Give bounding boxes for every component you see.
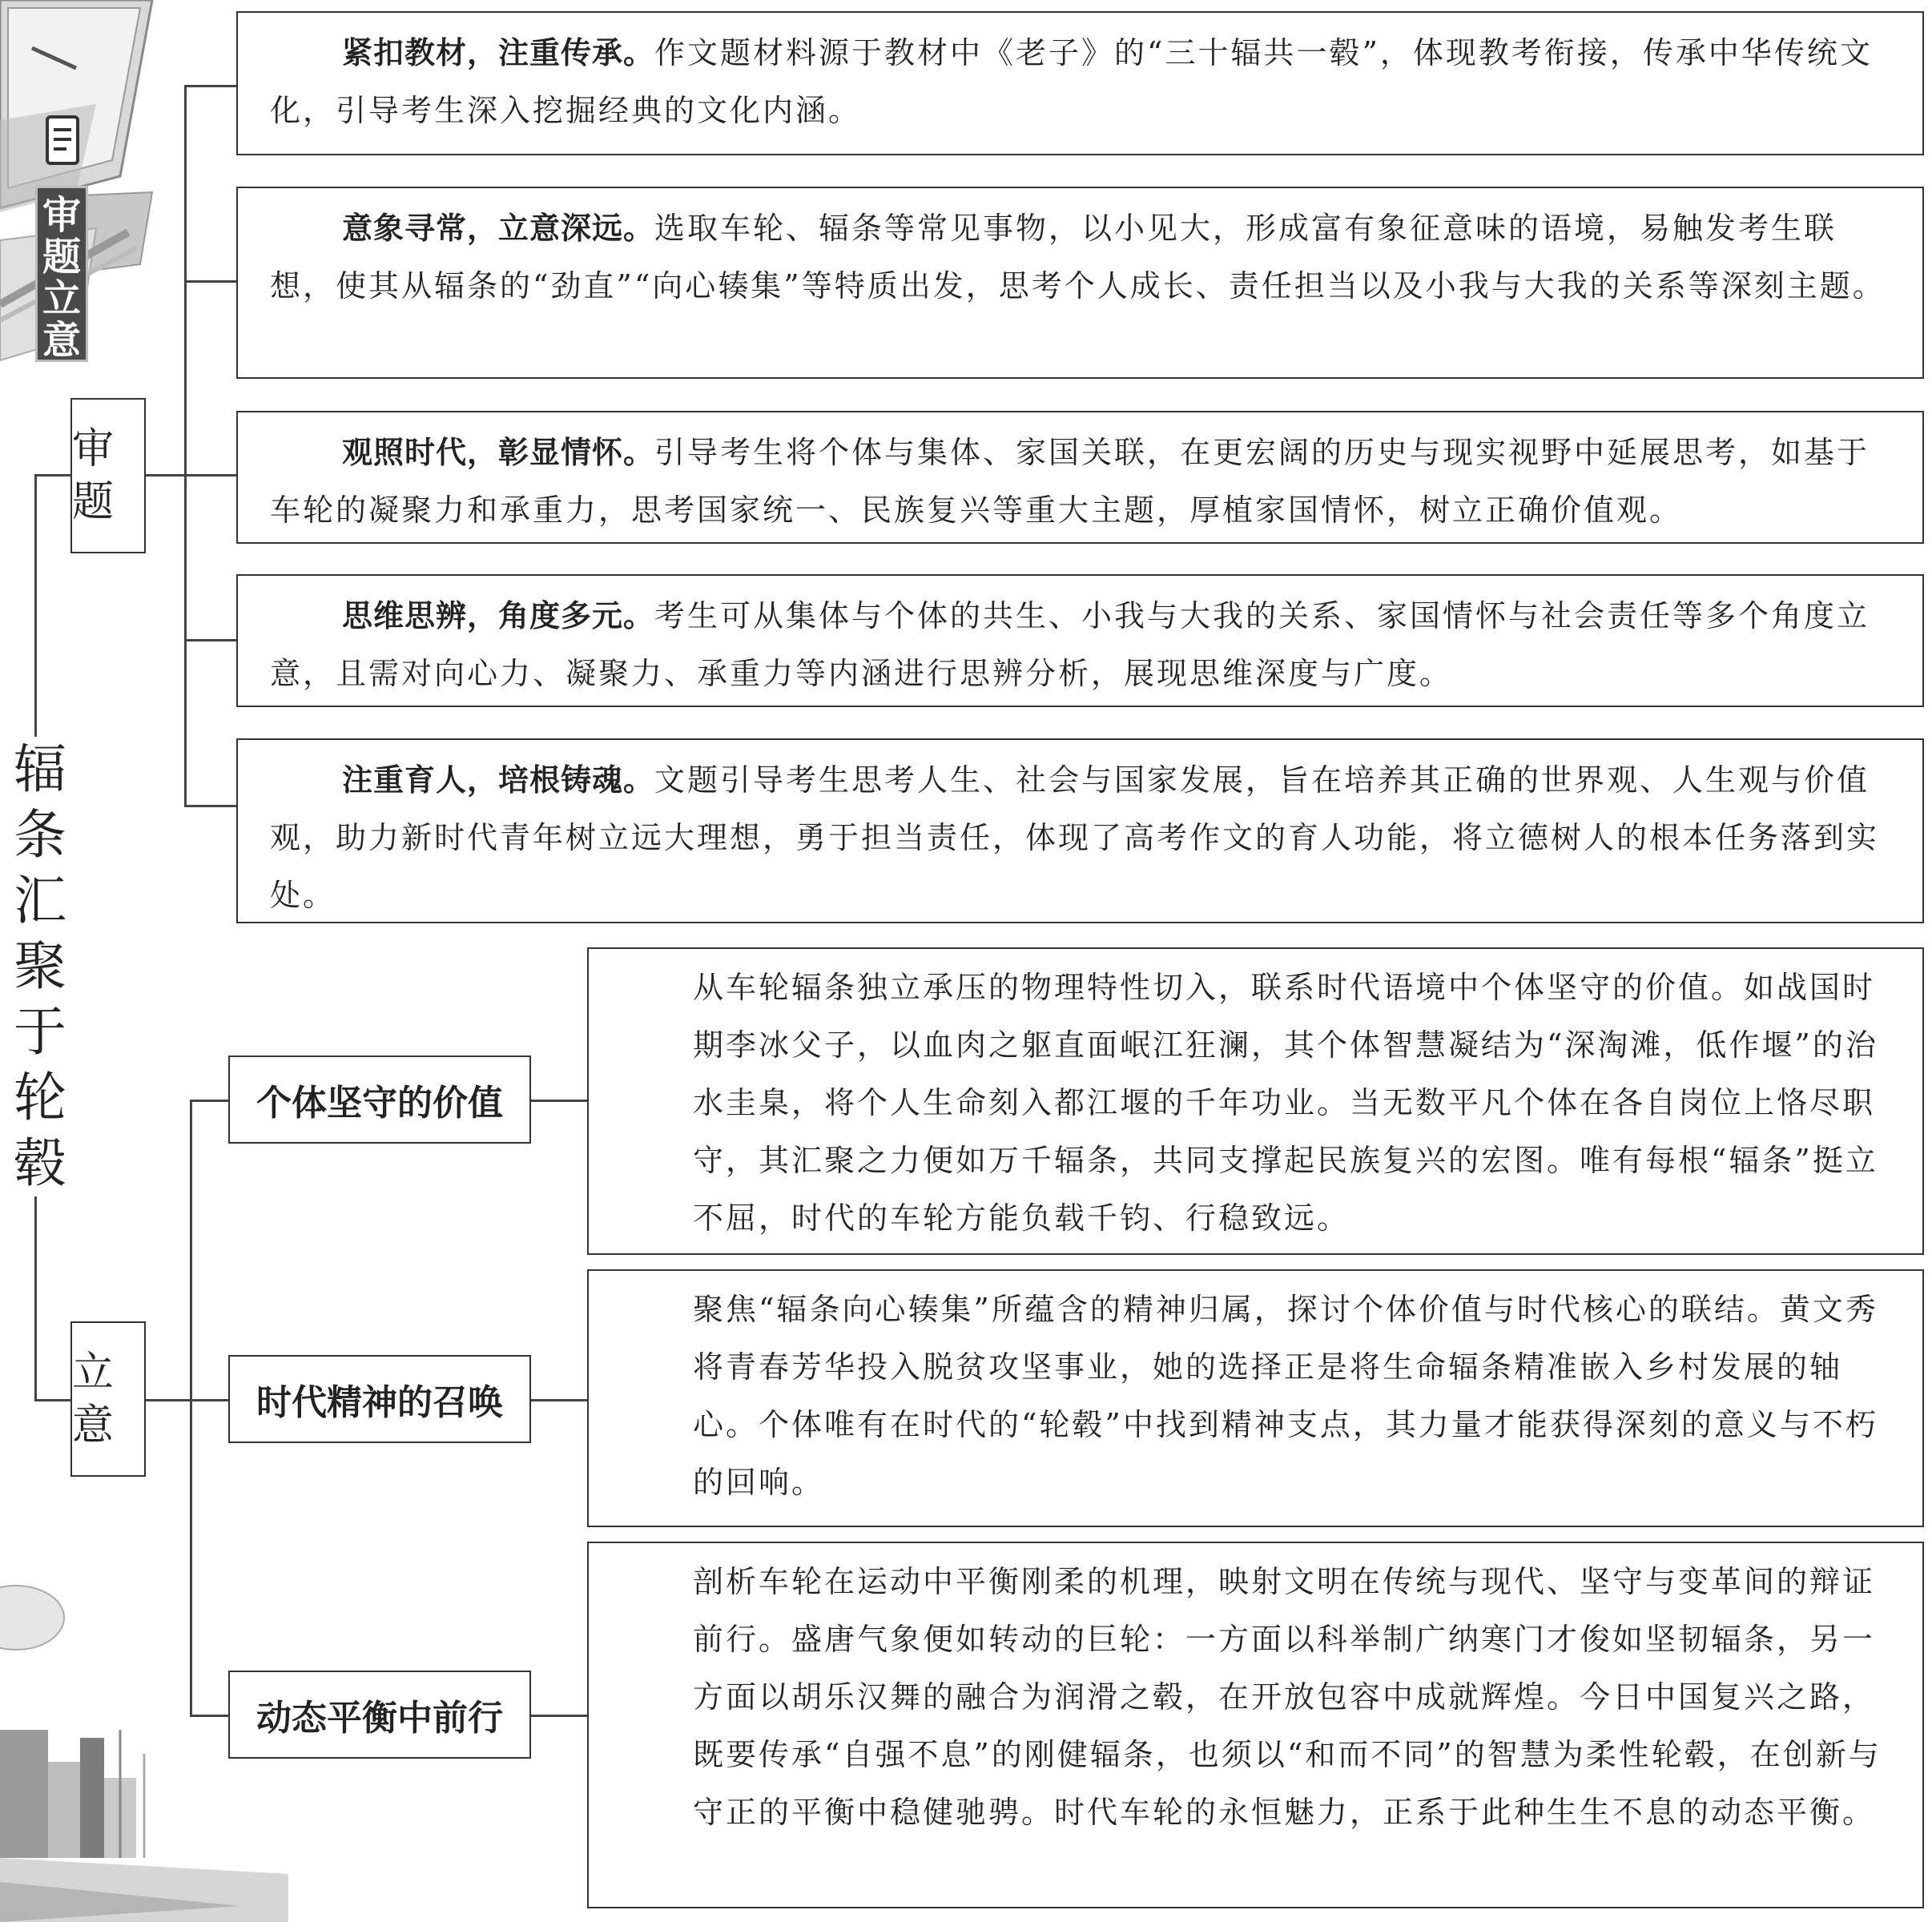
item-heading: 观照时代，彰显情怀。 — [342, 435, 655, 470]
item-body: 引导考生将个体与集体、家国关联，在更宏阔的历史与现实视野中延展思考，如基于车轮的凝聚力和承重力，思考国家统一、民族复兴等重大主题，厚植家国情怀，树立正确价值观。 — [270, 435, 1870, 528]
connector — [184, 85, 236, 87]
connector — [531, 1715, 587, 1717]
connector — [190, 1715, 228, 1717]
item-heading: 紧扣教材，注重传承。 — [342, 35, 655, 70]
section-tag: 审题立意 — [35, 186, 88, 362]
shenti-item — [236, 738, 1924, 923]
item-body: 从车轮辐条独立承压的物理特性切入，联系时代语境中个体坚守的价值。如战国时期李冰父子，以血肉之躯直面岷江狂澜，其个体智慧凝结为“深淘滩，低作堰”的治水圭臬，将个人生命刻入都江堰的千年功业。当无数平凡个体在各自岗位上恪尽职守，其汇聚之力便如万千辐条，共同支撑起民族复兴的宏图。唯有每根“辐条”挺立不屈，时代的车轮方能负载千钧、行稳致远。 — [693, 970, 1878, 1236]
item-body: 剖析车轮在运动中平衡刚柔的机理，映射文明在传统与现代、坚守与变革间的辩证前行。盛唐气象便如转动的巨轮：一方面以科举制广纳寒门才俊如坚韧辐条，另一方面以胡乐汉舞的融合为润滑之毂，在开放包容中成就辉煌。今日中国复兴之路，既要传承“自强不息”的刚健辐条，也须以“和而不同”的智慧为柔性轮毂，在创新与守正的平衡中稳健驰骋。时代车轮的永恒魅力，正系于此种生生不息的动态平衡。 — [693, 1564, 1882, 1830]
shenti-item — [236, 11, 1924, 155]
connector — [190, 1399, 228, 1401]
connector — [184, 280, 236, 283]
connector — [184, 639, 236, 641]
item-heading: 思维思辨，角度多元。 — [342, 598, 655, 633]
liyi-subtitle: 个体坚守的价值 — [228, 1055, 531, 1144]
connector — [184, 805, 236, 807]
liyi-spine — [190, 1100, 192, 1715]
liyi-label: 立意 — [70, 1321, 146, 1477]
shenti-label: 审题 — [70, 398, 146, 553]
connector — [190, 1100, 228, 1102]
liyi-item — [587, 1542, 1924, 1908]
item-body: 作文题材料源于教材中《老子》的“三十辐共一毂”，体现教考衔接，传承中华传统文化，引导考生深入挖掘经典的文化内涵。 — [270, 35, 1873, 128]
shenti-item — [236, 187, 1924, 379]
shenti-spine — [184, 85, 187, 806]
connector — [34, 474, 70, 476]
connector — [146, 474, 186, 476]
connector — [146, 1399, 191, 1401]
item-body: 文题引导考生思考人生、社会与国家发展，旨在培养其正确的世界观、人生观与价值观，助力新时代青年树立远大理想，勇于担当责任，体现了高考作文的育人功能，将立德树人的根本任务落到实处。 — [270, 762, 1880, 913]
shenti-item — [236, 574, 1924, 707]
liyi-subtitle: 时代精神的召唤 — [228, 1355, 531, 1443]
liyi-item — [587, 1269, 1924, 1527]
connector — [531, 1399, 587, 1401]
liyi-subtitle: 动态平衡中前行 — [228, 1671, 531, 1759]
connector — [34, 1399, 70, 1401]
document-icon — [44, 112, 84, 168]
item-body: 选取车轮、辐条等常见事物，以小见大，形成富有象征意味的语境，易触发考生联想，使其从辐条的“劲直”“向心辏集”等特质出发，思考个人成长、责任担当以及小我与大我的关系等深刻主题。 — [270, 211, 1886, 304]
item-body: 考生可从集体与个体的共生、小我与大我的关系、家国情怀与社会责任等多个角度立意，且需对向心力、凝聚力、承重力等内涵进行思辨分析，展现思维深度与广度。 — [270, 598, 1870, 691]
item-body: 聚焦“辐条向心辏集”所蕴含的精神归属，探讨个体价值与时代核心的联结。黄文秀将青春芳华投入脱贫攻坚事业，她的选择正是将生命辐条精准嵌入乡村发展的轴心。个体唯有在时代的“轮毂”中找到精神支点，其力量才能获得深刻的意义与不朽的回响。 — [693, 1292, 1878, 1500]
item-heading: 意象寻常，立意深远。 — [342, 211, 655, 246]
connector — [184, 474, 236, 476]
main-title: 辐条汇聚于轮毂 — [8, 737, 72, 1196]
item-heading: 注重育人，培根铸魂。 — [342, 762, 655, 798]
liyi-item — [587, 947, 1924, 1255]
connector — [531, 1100, 587, 1102]
shenti-item — [236, 411, 1924, 544]
